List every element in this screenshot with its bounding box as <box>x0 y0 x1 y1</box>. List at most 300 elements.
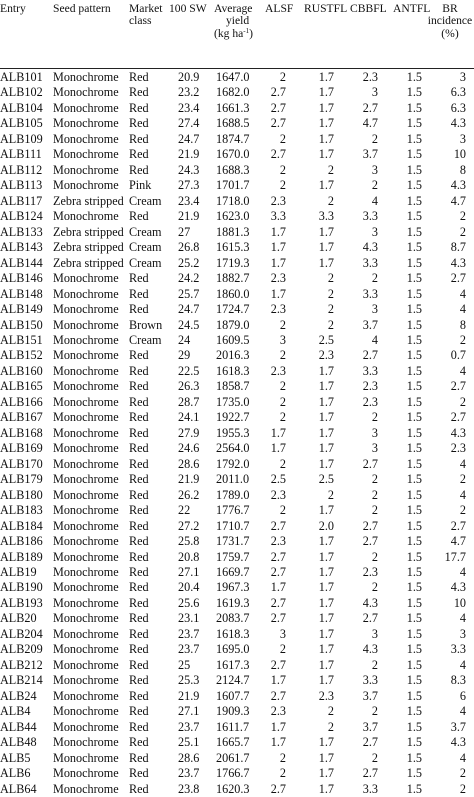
table-row <box>0 287 474 302</box>
cell-100sw: 27 <box>178 224 191 239</box>
cell-entry: ALB169 <box>0 441 43 456</box>
cell-100sw: 21.9 <box>178 688 200 703</box>
cell-antfl: 1.5 <box>406 704 422 719</box>
cell-br-incidence: 8 <box>459 317 466 332</box>
cell-market-class: Red <box>129 85 149 100</box>
table-row <box>0 147 474 162</box>
table-body <box>0 70 474 797</box>
cell-entry: ALB102 <box>0 85 43 100</box>
cell-entry: ALB133 <box>0 224 43 239</box>
cell-cbbfl: 3.7 <box>362 147 378 162</box>
table-row <box>0 658 474 673</box>
cell-entry: ALB24 <box>0 688 37 703</box>
table-row <box>0 611 474 626</box>
cell-average-yield: 1860.0 <box>216 286 250 301</box>
cell-antfl: 1.5 <box>406 642 422 657</box>
cell-seed-pattern: Monochrome <box>53 534 119 549</box>
cell-market-class: Red <box>129 673 149 688</box>
table-row <box>0 426 474 441</box>
cell-alsf: 2.7 <box>270 549 286 564</box>
cell-br-incidence: 4 <box>459 286 466 301</box>
cell-cbbfl: 3.7 <box>362 688 378 703</box>
cell-rustfl: 2 <box>327 719 334 734</box>
header-yield-unit-close: ) <box>249 26 254 40</box>
cell-alsf: 2 <box>279 410 286 425</box>
cell-market-class: Red <box>129 472 149 487</box>
cell-entry: ALB146 <box>0 271 43 286</box>
cell-rustfl: 1.7 <box>318 425 334 440</box>
cell-cbbfl: 3 <box>371 441 378 456</box>
cell-entry: ALB149 <box>0 302 43 317</box>
cell-rustfl: 1.7 <box>318 781 334 796</box>
cell-market-class: Red <box>129 735 149 750</box>
cell-br-incidence: 6.3 <box>450 85 466 100</box>
cell-cbbfl: 4.3 <box>362 595 378 610</box>
cell-rustfl: 1.7 <box>318 240 334 255</box>
cell-seed-pattern: Monochrome <box>53 271 119 286</box>
cell-alsf: 2 <box>279 317 286 332</box>
header-market-class-line1: Market <box>129 2 163 15</box>
cell-entry: ALB48 <box>0 735 37 750</box>
cell-antfl: 1.5 <box>406 503 422 518</box>
cell-seed-pattern: Monochrome <box>53 735 119 750</box>
table-row <box>0 503 474 518</box>
cell-br-incidence: 2 <box>459 332 466 347</box>
cell-entry: ALB168 <box>0 425 43 440</box>
cell-entry: ALB124 <box>0 209 43 224</box>
cell-average-yield: 1719.3 <box>216 255 250 270</box>
cell-cbbfl: 4 <box>371 332 378 347</box>
cell-seed-pattern: Monochrome <box>53 719 119 734</box>
cell-antfl: 1.5 <box>406 549 422 564</box>
cell-100sw: 24.1 <box>178 410 200 425</box>
cell-market-class: Red <box>129 766 149 781</box>
cell-market-class: Red <box>129 549 149 564</box>
cell-entry: ALB5 <box>0 750 31 765</box>
cell-rustfl: 2 <box>327 162 334 177</box>
cell-cbbfl: 3.3 <box>362 673 378 688</box>
cell-br-incidence: 8.3 <box>450 673 466 688</box>
table-row <box>0 550 474 565</box>
cell-br-incidence: 2.7 <box>450 410 466 425</box>
cell-cbbfl: 3 <box>371 302 378 317</box>
cell-100sw: 28.7 <box>178 394 200 409</box>
cell-seed-pattern: Monochrome <box>53 116 119 131</box>
cell-antfl: 1.5 <box>406 332 422 347</box>
cell-market-class: Cream <box>129 193 162 208</box>
cell-alsf: 2.7 <box>270 147 286 162</box>
cell-antfl: 1.5 <box>406 688 422 703</box>
cell-rustfl: 2.5 <box>318 332 334 347</box>
cell-entry: ALB111 <box>0 147 42 162</box>
cell-rustfl: 1.7 <box>318 441 334 456</box>
cell-average-yield: 2124.7 <box>216 673 250 688</box>
cell-seed-pattern: Monochrome <box>53 286 119 301</box>
cell-br-incidence: 3 <box>459 70 466 84</box>
cell-seed-pattern: Monochrome <box>53 147 119 162</box>
cell-br-incidence: 4 <box>459 363 466 378</box>
cell-rustfl: 1.7 <box>318 534 334 549</box>
cell-entry: ALB184 <box>0 518 43 533</box>
header-market-class-line2: class <box>129 14 152 28</box>
cell-alsf: 2 <box>279 456 286 471</box>
table-row <box>0 627 474 642</box>
cell-alsf: 1.7 <box>270 425 286 440</box>
cell-market-class: Red <box>129 394 149 409</box>
cell-100sw: 21.9 <box>178 147 200 162</box>
cell-alsf: 2 <box>279 394 286 409</box>
cell-rustfl: 1.7 <box>318 673 334 688</box>
cell-cbbfl: 2.3 <box>362 70 378 84</box>
cell-market-class: Brown <box>129 317 163 332</box>
cell-alsf: 2 <box>279 162 286 177</box>
cell-market-class: Red <box>129 100 149 115</box>
cell-100sw: 21.9 <box>178 209 200 224</box>
cell-100sw: 23.7 <box>178 642 200 657</box>
cell-market-class: Red <box>129 719 149 734</box>
cell-br-incidence: 17.7 <box>444 549 466 564</box>
cell-rustfl: 2.0 <box>318 518 334 533</box>
cell-100sw: 25 <box>178 657 191 672</box>
cell-market-class: Red <box>129 116 149 131</box>
cell-market-class: Red <box>129 642 149 657</box>
cell-100sw: 20.8 <box>178 549 200 564</box>
cell-entry: ALB4 <box>0 704 31 719</box>
cell-antfl: 1.5 <box>406 611 422 626</box>
cell-average-yield: 1618.3 <box>216 363 250 378</box>
cell-entry: ALB189 <box>0 549 43 564</box>
table-row <box>0 782 474 797</box>
cell-antfl: 1.5 <box>406 379 422 394</box>
cell-br-incidence: 4.3 <box>450 255 466 270</box>
cell-entry: ALB20 <box>0 611 37 626</box>
cell-average-yield: 1789.0 <box>216 487 250 502</box>
cell-average-yield: 1967.3 <box>216 580 250 595</box>
cell-rustfl: 1.7 <box>318 750 334 765</box>
cell-br-incidence: 3.3 <box>450 642 466 657</box>
cell-entry: ALB167 <box>0 410 43 425</box>
cell-average-yield: 1661.3 <box>216 100 250 115</box>
cell-seed-pattern: Monochrome <box>53 70 119 84</box>
cell-cbbfl: 2 <box>371 131 378 146</box>
cell-seed-pattern: Monochrome <box>53 332 119 347</box>
cell-antfl: 1.5 <box>406 240 422 255</box>
cell-100sw: 24 <box>178 332 191 347</box>
cell-rustfl: 2.3 <box>318 348 334 363</box>
cell-br-incidence: 4.3 <box>450 116 466 131</box>
cell-100sw: 25.7 <box>178 286 200 301</box>
cell-br-incidence: 3.7 <box>450 719 466 734</box>
cell-rustfl: 1.7 <box>318 410 334 425</box>
cell-100sw: 26.2 <box>178 487 200 502</box>
cell-seed-pattern: Monochrome <box>53 209 119 224</box>
cell-100sw: 25.8 <box>178 534 200 549</box>
cell-cbbfl: 2 <box>371 472 378 487</box>
cell-seed-pattern: Monochrome <box>53 750 119 765</box>
cell-cbbfl: 2 <box>371 657 378 672</box>
cell-br-incidence: 4 <box>459 611 466 626</box>
cell-rustfl: 1.7 <box>318 549 334 564</box>
cell-average-yield: 2083.7 <box>216 611 250 626</box>
cell-100sw: 25.1 <box>178 735 200 750</box>
cell-seed-pattern: Monochrome <box>53 657 119 672</box>
cell-antfl: 1.5 <box>406 534 422 549</box>
cell-br-incidence: 3 <box>459 626 466 641</box>
cell-alsf: 2.7 <box>270 595 286 610</box>
cell-100sw: 26.3 <box>178 379 200 394</box>
cell-seed-pattern: Monochrome <box>53 487 119 502</box>
cell-cbbfl: 2 <box>371 410 378 425</box>
cell-cbbfl: 2 <box>371 704 378 719</box>
cell-market-class: Red <box>129 441 149 456</box>
header-br-line2: incidence <box>427 14 473 28</box>
cell-entry: ALB190 <box>0 580 43 595</box>
cell-average-yield: 1881.3 <box>216 224 250 239</box>
cell-market-class: Red <box>129 70 149 84</box>
cell-average-yield: 1882.7 <box>216 271 250 286</box>
cell-market-class: Red <box>129 487 149 502</box>
cell-seed-pattern: Monochrome <box>53 441 119 456</box>
cell-average-yield: 1858.7 <box>216 379 250 394</box>
cell-antfl: 1.5 <box>406 131 422 146</box>
cell-market-class: Red <box>129 410 149 425</box>
cell-seed-pattern: Monochrome <box>53 549 119 564</box>
cell-alsf: 2 <box>279 642 286 657</box>
cell-br-incidence: 6.3 <box>450 100 466 115</box>
cell-seed-pattern: Monochrome <box>53 100 119 115</box>
cell-entry: ALB150 <box>0 317 43 332</box>
cell-cbbfl: 4 <box>371 193 378 208</box>
table-row <box>0 596 474 611</box>
cell-antfl: 1.5 <box>406 363 422 378</box>
header-seed-pattern: Seed pattern <box>53 2 111 15</box>
cell-antfl: 1.5 <box>406 271 422 286</box>
cell-rustfl: 1.7 <box>318 456 334 471</box>
cell-cbbfl: 2 <box>371 503 378 518</box>
cell-alsf: 2.3 <box>270 704 286 719</box>
cell-rustfl: 1.7 <box>318 565 334 579</box>
header-yield-line3 <box>214 28 253 40</box>
cell-market-class: Red <box>129 657 149 672</box>
cell-antfl: 1.5 <box>406 425 422 440</box>
cell-100sw: 26.8 <box>178 240 200 255</box>
cell-antfl: 1.5 <box>406 595 422 610</box>
table-row <box>0 225 474 240</box>
cell-antfl: 1.5 <box>406 209 422 224</box>
table-row <box>0 519 474 534</box>
cell-entry: ALB105 <box>0 116 43 131</box>
cell-market-class: Red <box>129 704 149 719</box>
cell-rustfl: 1.7 <box>318 657 334 672</box>
cell-market-class: Red <box>129 348 149 363</box>
table-row <box>0 642 474 657</box>
cell-entry: ALB166 <box>0 394 43 409</box>
cell-entry: ALB109 <box>0 131 43 146</box>
cell-100sw: 23.7 <box>178 766 200 781</box>
cell-100sw: 27.4 <box>178 116 200 131</box>
cell-average-yield: 2011.0 <box>216 472 250 487</box>
cell-rustfl: 1.7 <box>318 735 334 750</box>
cell-average-yield: 1879.0 <box>216 317 250 332</box>
cell-br-incidence: 2 <box>459 472 466 487</box>
table-row <box>0 194 474 209</box>
cell-cbbfl: 4.3 <box>362 240 378 255</box>
table-row <box>0 704 474 719</box>
cell-average-yield: 1670.0 <box>216 147 250 162</box>
cell-antfl: 1.5 <box>406 317 422 332</box>
cell-market-class: Red <box>129 302 149 317</box>
cell-entry: ALB101 <box>0 70 43 84</box>
cell-cbbfl: 3 <box>371 425 378 440</box>
cell-entry: ALB170 <box>0 456 43 471</box>
table-row <box>0 256 474 271</box>
cell-market-class: Red <box>129 286 149 301</box>
cell-average-yield: 1623.0 <box>216 209 250 224</box>
cell-antfl: 1.5 <box>406 178 422 193</box>
cell-alsf: 2.7 <box>270 781 286 796</box>
table-row <box>0 163 474 178</box>
cell-rustfl: 1.7 <box>318 100 334 115</box>
cell-rustfl: 2 <box>327 704 334 719</box>
cell-antfl: 1.5 <box>406 719 422 734</box>
cell-seed-pattern: Monochrome <box>53 565 119 579</box>
cell-cbbfl: 3.3 <box>362 781 378 796</box>
cell-100sw: 25.2 <box>178 255 200 270</box>
cell-br-incidence: 4.7 <box>450 193 466 208</box>
cell-entry: ALB165 <box>0 379 43 394</box>
cell-seed-pattern: Monochrome <box>53 642 119 657</box>
cell-average-yield: 1735.0 <box>216 394 250 409</box>
cell-alsf: 2 <box>279 750 286 765</box>
header-rule <box>0 68 474 69</box>
cell-100sw: 24.5 <box>178 317 200 332</box>
cell-100sw: 20.4 <box>178 580 200 595</box>
cell-average-yield: 1766.7 <box>216 766 250 781</box>
cell-average-yield: 1731.7 <box>216 534 250 549</box>
cell-seed-pattern: Monochrome <box>53 673 119 688</box>
table-row <box>0 101 474 116</box>
cell-alsf: 2.3 <box>270 534 286 549</box>
cell-average-yield: 1617.3 <box>216 657 250 672</box>
cell-entry: ALB144 <box>0 255 43 270</box>
cell-seed-pattern: Monochrome <box>53 379 119 394</box>
cell-market-class: Red <box>129 611 149 626</box>
cell-market-class: Red <box>129 131 149 146</box>
cell-antfl: 1.5 <box>406 518 422 533</box>
cell-average-yield: 1611.7 <box>216 719 250 734</box>
cell-alsf: 2 <box>279 131 286 146</box>
cell-entry: ALB160 <box>0 363 43 378</box>
cell-cbbfl: 3 <box>371 224 378 239</box>
cell-average-yield: 1701.7 <box>216 178 250 193</box>
header-yield-line1: Average <box>214 2 253 15</box>
cell-average-yield: 1759.7 <box>216 549 250 564</box>
table-row <box>0 132 474 147</box>
cell-average-yield: 1615.3 <box>216 240 250 255</box>
cell-market-class: Red <box>129 626 149 641</box>
cell-alsf: 1.7 <box>270 735 286 750</box>
cell-100sw: 27.1 <box>178 704 200 719</box>
cell-br-incidence: 4.3 <box>450 425 466 440</box>
cell-antfl: 1.5 <box>406 116 422 131</box>
header-average-yield <box>214 3 253 40</box>
cell-entry: ALB151 <box>0 332 43 347</box>
cell-br-incidence: 2 <box>459 209 466 224</box>
cell-seed-pattern: Monochrome <box>53 766 119 781</box>
table-row <box>0 395 474 410</box>
cell-rustfl: 1.7 <box>318 611 334 626</box>
cell-cbbfl: 3 <box>371 626 378 641</box>
cell-antfl: 1.5 <box>406 255 422 270</box>
cell-alsf: 3 <box>279 332 286 347</box>
cell-entry: ALB148 <box>0 286 43 301</box>
cell-seed-pattern: Monochrome <box>53 595 119 610</box>
cell-cbbfl: 3 <box>371 162 378 177</box>
cell-seed-pattern: Monochrome <box>53 317 119 332</box>
cell-market-class: Cream <box>129 332 162 347</box>
cell-100sw: 27.1 <box>178 565 200 579</box>
cell-average-yield: 1922.7 <box>216 410 250 425</box>
cell-entry: ALB113 <box>0 178 43 193</box>
header-br-incidence <box>426 3 474 40</box>
cell-rustfl: 1.7 <box>318 178 334 193</box>
table-row <box>0 689 474 704</box>
cell-alsf: 3.3 <box>270 209 286 224</box>
header-br-line1: BR <box>442 2 458 15</box>
cell-br-incidence: 4 <box>459 456 466 471</box>
table-row <box>0 441 474 456</box>
cell-br-incidence: 2.7 <box>450 271 466 286</box>
table-row <box>0 720 474 735</box>
cell-antfl: 1.5 <box>406 70 422 84</box>
cell-market-class: Red <box>129 580 149 595</box>
cell-br-incidence: 8 <box>459 162 466 177</box>
cell-100sw: 25.3 <box>178 673 200 688</box>
cell-average-yield: 1609.5 <box>216 332 250 347</box>
cell-average-yield: 2564.0 <box>216 441 250 456</box>
cell-antfl: 1.5 <box>406 348 422 363</box>
cell-seed-pattern: Monochrome <box>53 363 119 378</box>
header-yield-unit-exponent: -1 <box>243 26 250 35</box>
table-row <box>0 751 474 766</box>
cell-100sw: 24.6 <box>178 441 200 456</box>
cell-entry: ALB104 <box>0 100 43 115</box>
cell-seed-pattern: Zebra stripped <box>53 224 124 239</box>
table-row <box>0 673 474 688</box>
cell-alsf: 1.7 <box>270 580 286 595</box>
cell-rustfl: 1.7 <box>318 131 334 146</box>
cell-seed-pattern: Monochrome <box>53 425 119 440</box>
cell-average-yield: 1909.3 <box>216 704 250 719</box>
cell-alsf: 2.7 <box>270 688 286 703</box>
cell-100sw: 21.9 <box>178 472 200 487</box>
cell-100sw: 24.2 <box>178 271 200 286</box>
cell-average-yield: 1665.7 <box>216 735 250 750</box>
cell-alsf: 1.7 <box>270 240 286 255</box>
cell-market-class: Red <box>129 456 149 471</box>
header-100sw: 100 SW <box>169 2 207 15</box>
cell-seed-pattern: Monochrome <box>53 704 119 719</box>
table-row <box>0 534 474 549</box>
cell-antfl: 1.5 <box>406 162 422 177</box>
cell-antfl: 1.5 <box>406 100 422 115</box>
cell-alsf: 2.7 <box>270 100 286 115</box>
cell-entry: ALB186 <box>0 534 43 549</box>
table-row <box>0 333 474 348</box>
cell-cbbfl: 2.7 <box>362 456 378 471</box>
cell-br-incidence: 10 <box>453 595 466 610</box>
cell-market-class: Red <box>129 162 149 177</box>
